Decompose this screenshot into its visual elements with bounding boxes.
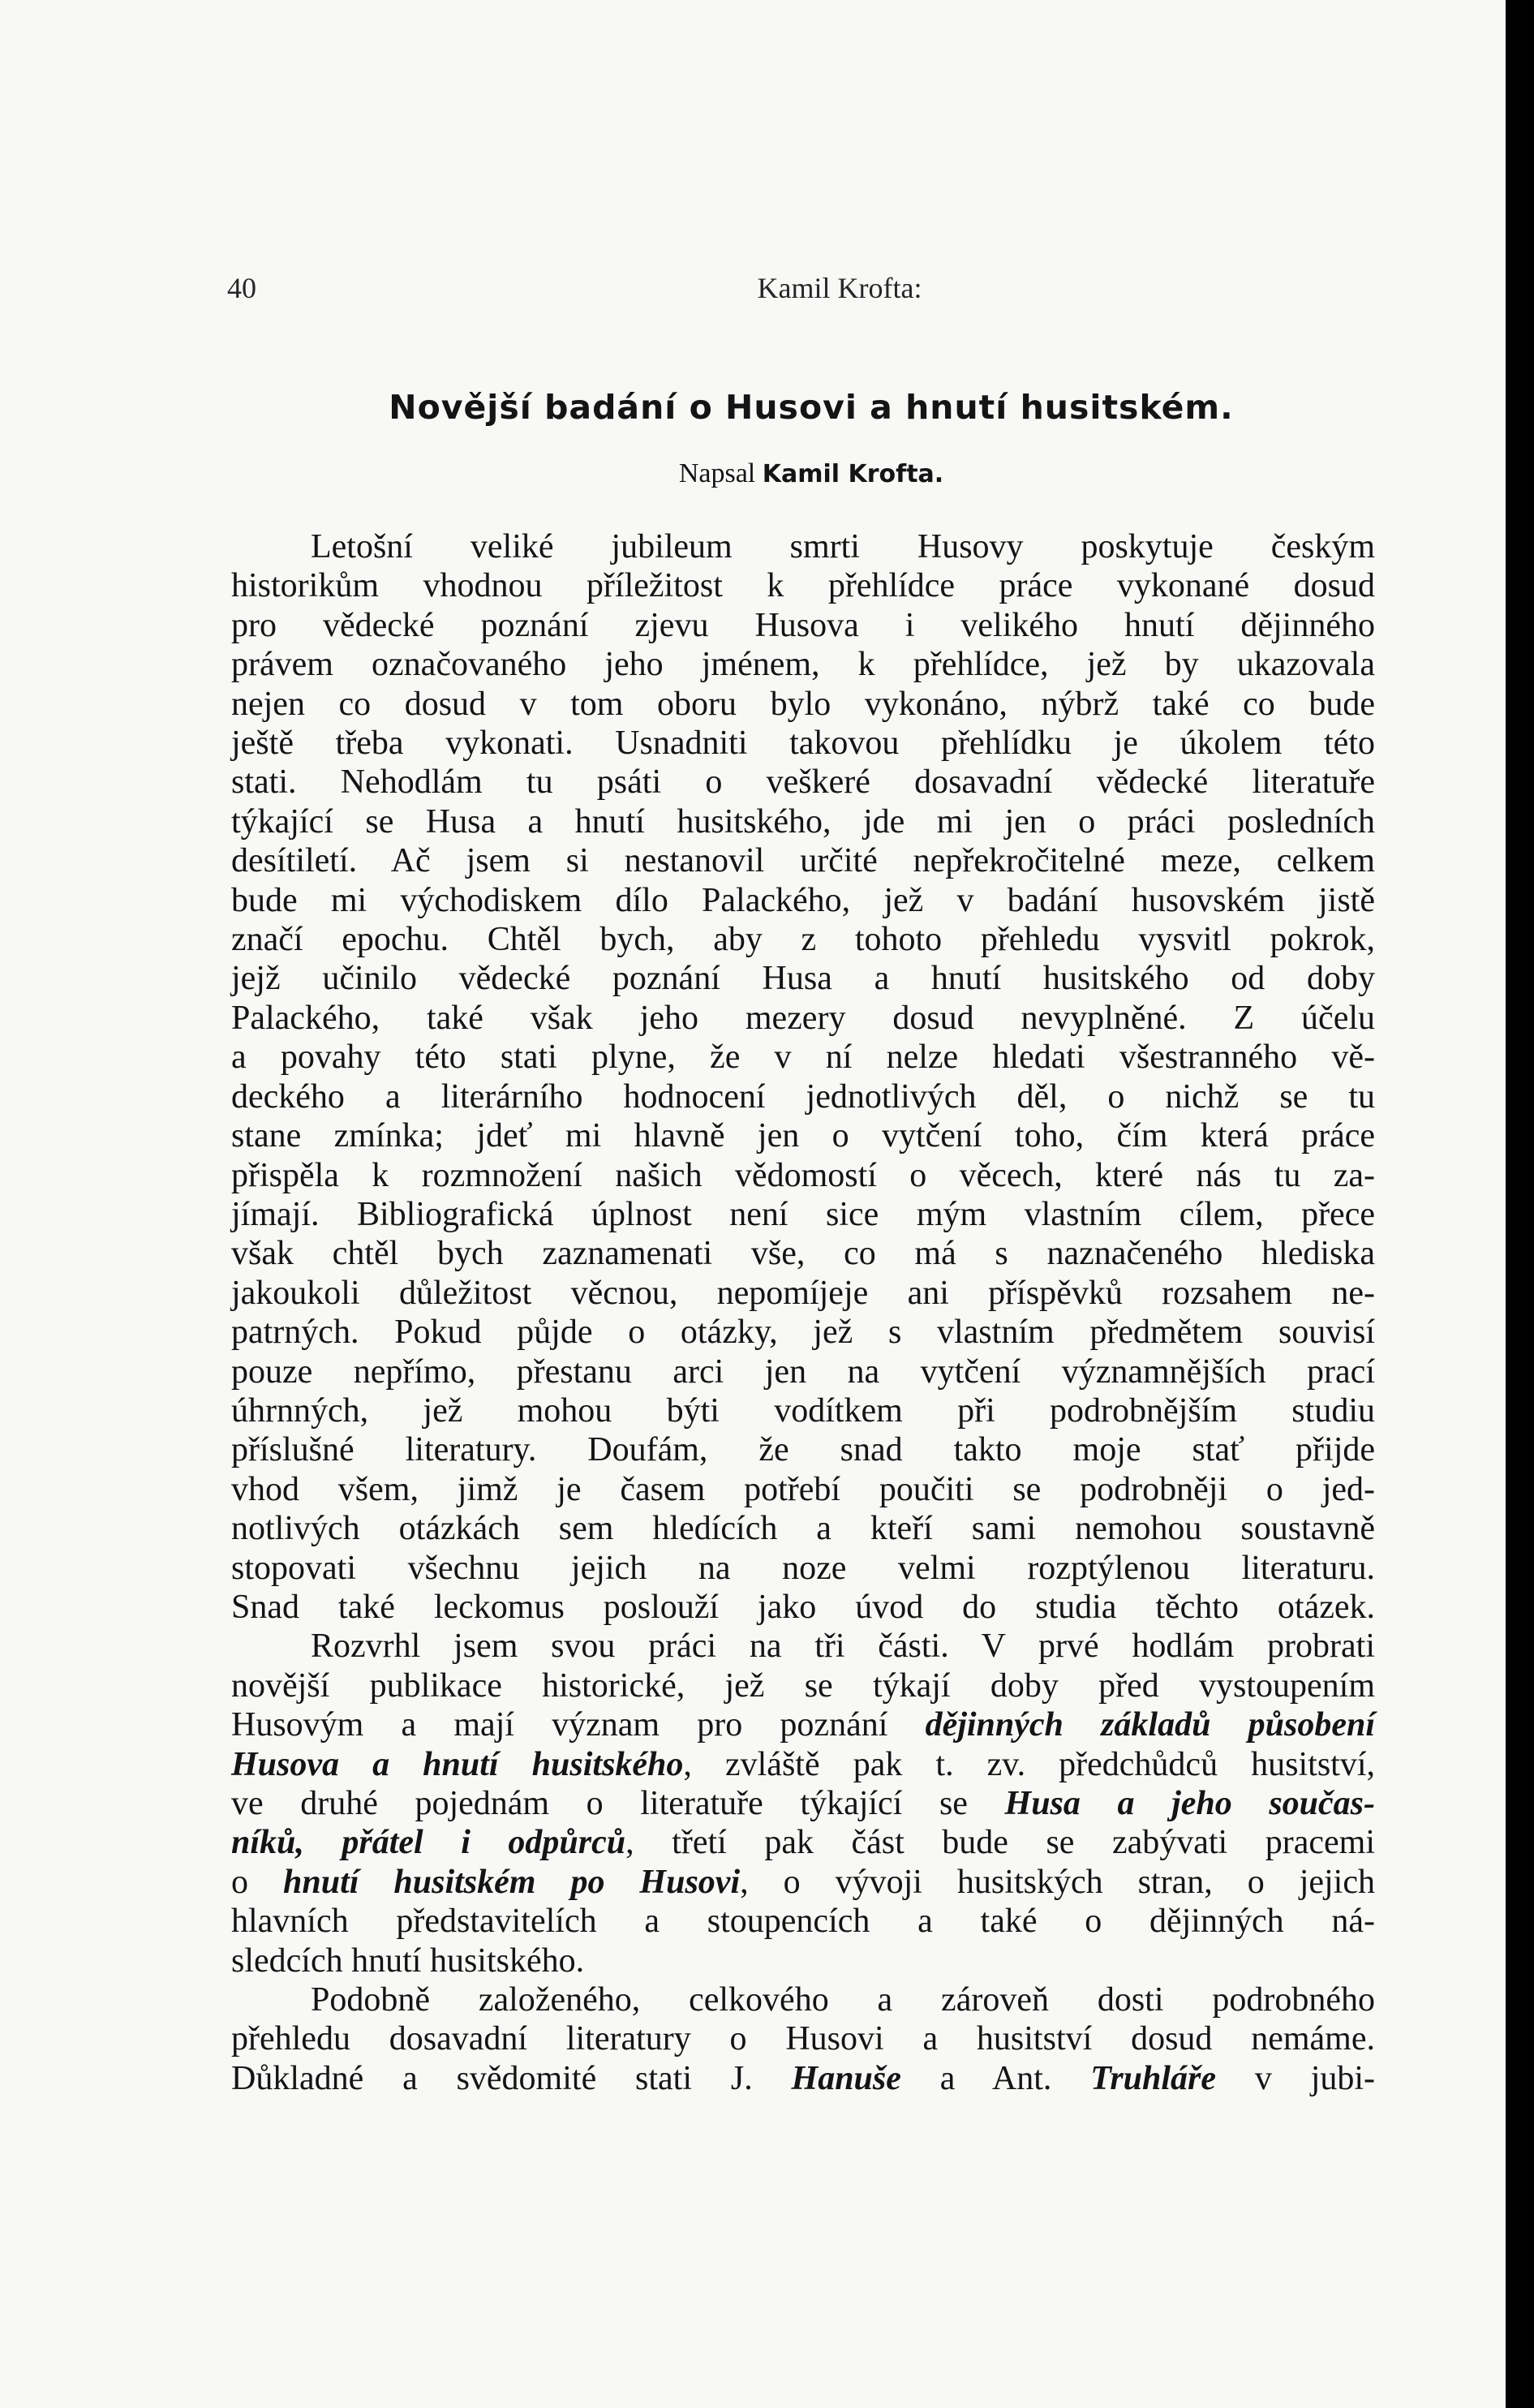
- text-line: stopovati všechnu jejich na noze velmi rozptýlenou literaturu.: [231, 1549, 1375, 1587]
- text-line: pro vědecké poznání zjevu Husova i velikého hnutí dějinného: [231, 606, 1375, 644]
- text-line: přispěla k rozmnožení našich vědomostí o věcech, které nás tu za-: [231, 1156, 1375, 1194]
- text-line: Podobně založeného, celkového a zároveň dosti podrobného: [311, 1981, 1375, 2019]
- text-line: bude mi východiskem dílo Palackého, jež v badání husovském jistě: [231, 881, 1375, 919]
- italic-term: hnutí husitském po Husovi: [283, 1863, 741, 1901]
- text-line: značí epochu. Chtěl bych, aby z tohoto přehledu vysvitl pokrok,: [231, 921, 1375, 959]
- text-line: patrných. Pokud půjde o otázky, jež s vlastním předmětem souvisí: [231, 1314, 1375, 1352]
- text-line: [231, 1863, 1375, 1902]
- text-line: jakoukoli důležitost věcnou, nepomíjeje ani příspěvků rozsahem ne-: [231, 1274, 1375, 1312]
- byline-author: Kamil Krofta.: [762, 460, 944, 488]
- text-run: , třetí pak část bude se zabývati pracemi: [625, 1824, 1375, 1862]
- text-line: stati. Nehodlám tu psáti o veškeré dosavadní vědecké literatuře: [231, 763, 1375, 802]
- text-run: a Ant.: [939, 2059, 1052, 2097]
- running-head-author: Kamil Krofta:: [757, 272, 922, 304]
- text-run: , o vývoji husitských stran, o jejich: [740, 1863, 1375, 1901]
- article-body: [231, 527, 1375, 2098]
- text-line: však chtěl bych zaznamenati vše, co má s naznačeného hlediska: [231, 1235, 1375, 1273]
- italic-term: dějinných základů působení: [925, 1706, 1375, 1744]
- text-line: [231, 2059, 1375, 2098]
- text-line: jímají. Bibliografická úplnost není sice mým vlastním cílem, přece: [231, 1195, 1375, 1233]
- italic-name: Truhláře: [1090, 2059, 1217, 2097]
- text-line: ještě třeba vykonati. Usnadniti takovou přehlídku je úkolem této: [231, 725, 1375, 763]
- text-line: sledcích hnutí husitského.: [231, 1941, 585, 1980]
- text-line: úhrnných, jež mohou býti vodítkem při podrobnějším studiu: [231, 1391, 1375, 1430]
- page-number: 40: [227, 272, 256, 304]
- text-run: v jubi-: [1254, 2059, 1376, 2097]
- text-line: jejž učinilo vědecké poznání Husa a hnutí husitského od doby: [231, 960, 1375, 998]
- text-line: Palackého, také však jeho mezery dosud nevyplněné. Z účelu: [231, 999, 1375, 1037]
- text-line: [231, 1745, 1375, 1784]
- text-run: ve druhé pojednám o literatuře týkající se: [231, 1785, 968, 1822]
- text-line: historikům vhodnou příležitost k přehlídce práce vykonané dosud: [231, 567, 1375, 605]
- text-line: [231, 1784, 1375, 1823]
- text-line: novější publikace historické, jež se týkají doby před vystoupením: [231, 1666, 1375, 1705]
- text-line: vhod všem, jimž je časem potřebí poučiti se podrobněji o jed-: [231, 1470, 1375, 1508]
- text-line: Letošní veliké jubileum smrti Husovy poskytuje českým: [311, 528, 1375, 565]
- text-line: [231, 1823, 1375, 1862]
- italic-term: Husova a hnutí husitského: [231, 1745, 684, 1783]
- text-line: desítiletí. Ač jsem si nestanovil určité nepřekročitelné meze, celkem: [231, 842, 1375, 880]
- text-line: Snad také leckomus poslouží jako úvod do studia těchto otázek.: [231, 1588, 1375, 1626]
- text-run: , zvláště pak t. zv. předchůdců husitství,: [683, 1745, 1376, 1783]
- text-line: [231, 1705, 1375, 1744]
- text-line: stane zmínka; jdeť mi hlavně jen o vytčení toho, čím která práce: [231, 1117, 1375, 1155]
- text-run: Husovým a mají význam pro poznání: [231, 1706, 888, 1744]
- text-line: deckého a literárního hodnocení jednotlivých děl, o nichž se tu: [231, 1077, 1375, 1116]
- text-line: týkající se Husa a hnutí husitského, jde mi jen o práci posledních: [231, 802, 1375, 841]
- text-run: Důkladné a svědomité stati J.: [231, 2059, 753, 2097]
- byline-prefix: Napsal: [678, 458, 756, 488]
- text-line: hlavních představitelích a stoupencích a také o dějinných ná-: [231, 1903, 1375, 1941]
- text-line: notlivých otázkách sem hledících a kteří sami nemohou soustavně: [231, 1510, 1375, 1548]
- text-run: o: [231, 1863, 248, 1901]
- text-line: pouze nepřímo, přestanu arci jen na vytčení významnějších prací: [231, 1352, 1375, 1391]
- text-line: právem označovaného jeho jménem, k přehlídce, jež by ukazovala: [231, 646, 1375, 684]
- italic-term: níků, přátel i odpůrců: [231, 1824, 626, 1862]
- text-line: přehledu dosavadní literatury o Husovi a husitství dosud nemáme.: [231, 2020, 1375, 2058]
- running-head: [227, 268, 1395, 308]
- text-line: a povahy této stati plyne, že v ní nelze hledati všestranného vě-: [231, 1038, 1375, 1077]
- text-line: příslušné literatury. Doufám, že snad takto moje stať přijde: [231, 1431, 1375, 1469]
- text-line: nejen co dosud v tom oboru bylo vykonáno, nýbrž také co bude: [231, 685, 1375, 723]
- text-line: Rozvrhl jsem svou práci na tři části. V prvé hodlám probrati: [311, 1628, 1375, 1666]
- byline: [227, 458, 1395, 489]
- article-title: Novější badání o Husovi a hnutí husitském.: [389, 388, 1234, 427]
- italic-term: Husa a jeho součas-: [1004, 1785, 1376, 1822]
- italic-name: Hanuše: [791, 2059, 901, 2097]
